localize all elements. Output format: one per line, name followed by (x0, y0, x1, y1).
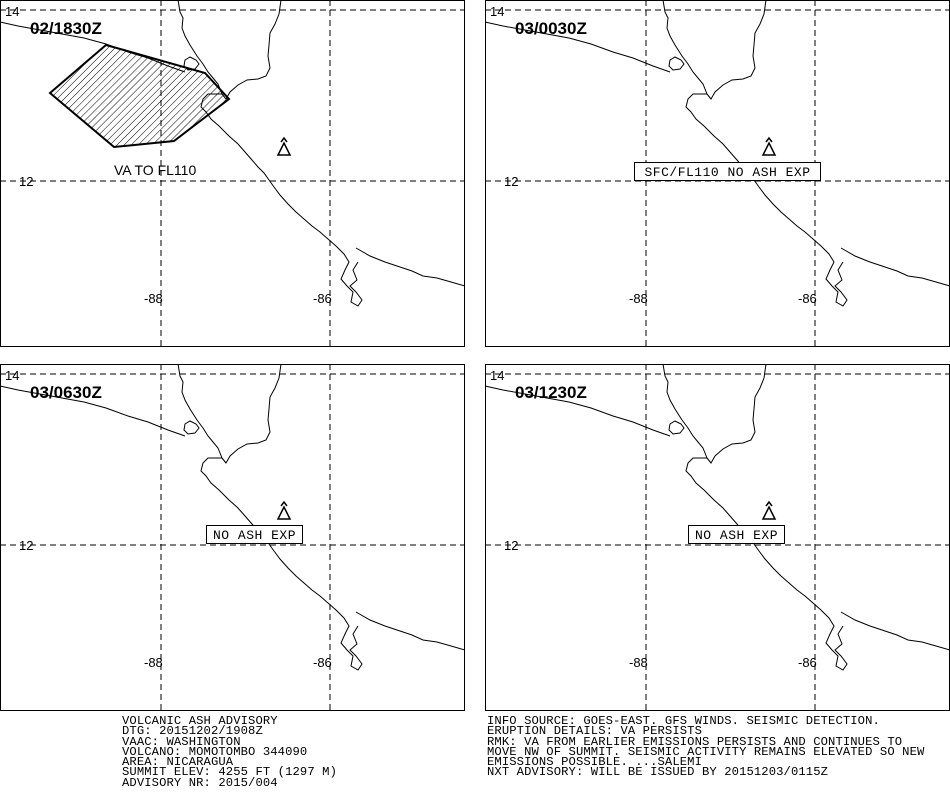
forecast-panel (0, 0, 465, 347)
ash-cloud-polygon (50, 45, 229, 147)
lat-label-14: 14 (5, 4, 20, 19)
lon-label-86: -86 (313, 655, 332, 670)
advisory-line: DTG: 20151202/1908Z (122, 724, 263, 739)
panel-frame (1, 1, 465, 347)
volcano-icon (763, 138, 775, 155)
coastline (485, 364, 950, 670)
advisory-line: NXT ADVISORY: WILL BE ISSUED BY 20151203/0115Z (487, 765, 829, 780)
lon-label-88: -88 (144, 291, 163, 306)
ash-level-box (207, 526, 303, 544)
coastline (485, 0, 950, 306)
ash-level-label: SFC/FL110 NO ASH EXP (644, 165, 811, 180)
ash-level-label: NO ASH EXP (212, 528, 297, 543)
map-svg (485, 364, 950, 711)
lat-label-12: 12 (504, 538, 519, 553)
advisory-line: VOLCANIC ASH ADVISORY (122, 714, 278, 728)
lat-label-14: 14 (490, 4, 505, 19)
forecast-panel (485, 364, 950, 711)
lon-label-88: -88 (629, 291, 648, 306)
panel-time-label: 03/0030Z (515, 19, 587, 38)
advisory-line: ADVISORY NR: 2015/004 (122, 775, 278, 790)
advisory-header-text (122, 716, 337, 788)
map-svg (0, 0, 465, 347)
advisory-line: MOVE NW OF SUMMIT. SEISMIC ACTIVITY REMAINS ELEVATED SO NEW (487, 744, 925, 759)
ash-level-label: NO ASH EXP (694, 528, 779, 543)
lon-label-88: -88 (629, 655, 648, 670)
lat-lon-grid (0, 0, 465, 347)
panel-time-label: 03/1230Z (515, 383, 587, 402)
lat-label-12: 12 (504, 174, 519, 189)
coastline (0, 364, 465, 670)
advisory-remarks-text (487, 716, 924, 778)
advisory-line: EMISSIONS POSSIBLE. ...SALEMI (487, 755, 702, 770)
advisory-line: RMK: VA FROM EARLIER EMISSIONS PERSISTS AND CONTINUES TO (487, 734, 903, 749)
volcano-icon (278, 138, 290, 155)
advisory-line: INFO SOURCE: GOES-EAST. GFS WINDS. SEISMIC DETECTION. (487, 714, 880, 728)
lat-label-12: 12 (19, 174, 34, 189)
volcano-icon (278, 502, 290, 519)
lon-label-86: -86 (798, 291, 817, 306)
advisory-line: VAAC: WASHINGTON (122, 734, 241, 749)
advisory-line: VOLCANO: MOMOTOMBO 344090 (122, 744, 308, 759)
forecast-panel (485, 0, 950, 347)
coastline (0, 0, 465, 306)
volcano-icon (763, 502, 775, 519)
ash-level-label: VA TO FL110 (114, 162, 197, 178)
ash-level-box (689, 526, 785, 544)
lat-label-14: 14 (490, 368, 505, 383)
panel-time-label: 03/0630Z (30, 383, 102, 402)
map-svg (0, 364, 465, 711)
ash-level-box (635, 163, 821, 181)
advisory-line: ERUPTION DETAILS: VA PERSISTS (487, 724, 702, 739)
forecast-panel (0, 364, 465, 711)
map-svg (485, 0, 950, 347)
lon-label-86: -86 (313, 291, 332, 306)
advisory-line: SUMMIT ELEV: 4255 FT (1297 M) (122, 765, 337, 780)
panel-time-label: 02/1830Z (30, 19, 102, 38)
lon-label-88: -88 (144, 655, 163, 670)
lat-label-14: 14 (5, 368, 20, 383)
advisory-line: AREA: NICARAGUA (122, 755, 234, 770)
lon-label-86: -86 (798, 655, 817, 670)
lat-label-12: 12 (19, 538, 34, 553)
